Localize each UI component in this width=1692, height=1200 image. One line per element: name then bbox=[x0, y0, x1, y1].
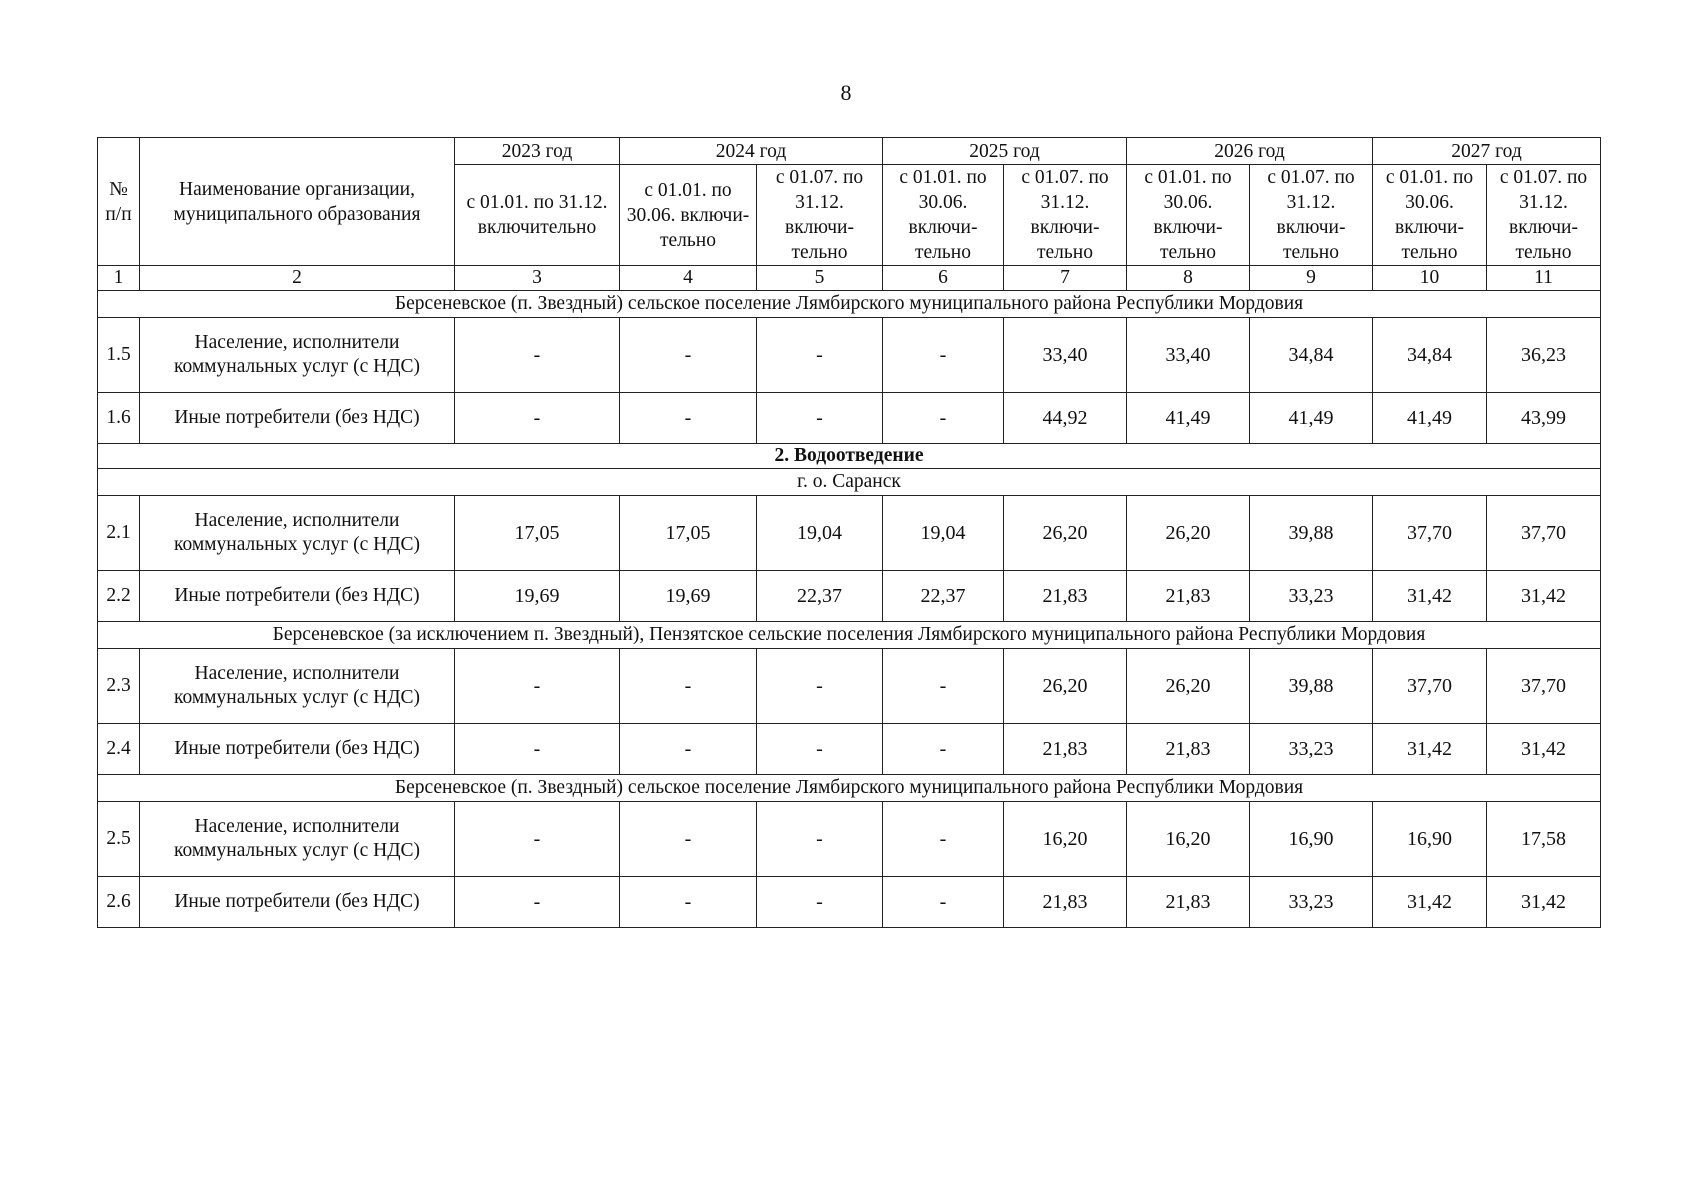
tariff-value: 21,83 bbox=[1127, 571, 1250, 622]
table-row bbox=[98, 571, 1601, 622]
row-number: 2.1 bbox=[98, 496, 140, 571]
header-period: с 01.07. по 31.12. включи-тельно bbox=[1250, 165, 1373, 266]
tariff-value: 26,20 bbox=[1127, 649, 1250, 724]
tariff-value: 17,05 bbox=[455, 496, 620, 571]
section-heading: г. о. Саранск bbox=[98, 469, 1601, 496]
tariff-value: - bbox=[455, 877, 620, 928]
table-header bbox=[98, 138, 1601, 291]
tariff-value: - bbox=[757, 877, 883, 928]
tariff-value: 31,42 bbox=[1487, 571, 1601, 622]
tariff-value: 43,99 bbox=[1487, 393, 1601, 444]
header-column-numbers bbox=[98, 266, 1601, 291]
header-year-2027: 2027 год bbox=[1373, 138, 1601, 165]
tariff-value: 33,40 bbox=[1004, 318, 1127, 393]
column-number: 8 bbox=[1127, 266, 1250, 291]
table-row bbox=[98, 877, 1601, 928]
section-heading-row bbox=[98, 469, 1601, 496]
table-body bbox=[98, 291, 1601, 928]
tariff-value: 19,04 bbox=[883, 496, 1004, 571]
tariff-value: 31,42 bbox=[1487, 877, 1601, 928]
consumer-group-name: Население, исполнители коммунальных услуг (с НДС) bbox=[140, 318, 455, 393]
section-heading-row bbox=[98, 622, 1601, 649]
header-period: с 01.07. по 31.12. включи-тельно bbox=[1487, 165, 1601, 266]
tariff-value: 33,40 bbox=[1127, 318, 1250, 393]
tariff-value: 21,83 bbox=[1127, 724, 1250, 775]
column-number: 6 bbox=[883, 266, 1004, 291]
page-number: 8 bbox=[840, 80, 852, 105]
tariff-value: 39,88 bbox=[1250, 496, 1373, 571]
row-number: 2.5 bbox=[98, 802, 140, 877]
column-number: 1 bbox=[98, 266, 140, 291]
row-number: 2.2 bbox=[98, 571, 140, 622]
table-row bbox=[98, 802, 1601, 877]
tariff-value: - bbox=[620, 649, 757, 724]
tariff-value: - bbox=[883, 649, 1004, 724]
tariff-value: 39,88 bbox=[1250, 649, 1373, 724]
header-num: № п/п bbox=[98, 138, 140, 266]
tariff-value: - bbox=[620, 724, 757, 775]
tariff-value: 26,20 bbox=[1127, 496, 1250, 571]
header-name: Наименование организации, муниципального образования bbox=[140, 138, 455, 266]
tariff-value: 41,49 bbox=[1250, 393, 1373, 444]
section-heading-row bbox=[98, 775, 1601, 802]
column-number: 11 bbox=[1487, 266, 1601, 291]
tariff-value: 16,90 bbox=[1250, 802, 1373, 877]
tariff-value: 36,23 bbox=[1487, 318, 1601, 393]
tariff-value: 37,70 bbox=[1373, 649, 1487, 724]
tariff-value: 21,83 bbox=[1127, 877, 1250, 928]
tariff-value: - bbox=[883, 877, 1004, 928]
row-number: 2.6 bbox=[98, 877, 140, 928]
consumer-group-name: Иные потребители (без НДС) bbox=[140, 877, 455, 928]
row-number: 2.3 bbox=[98, 649, 140, 724]
tariff-value: 21,83 bbox=[1004, 724, 1127, 775]
consumer-group-name: Иные потребители (без НДС) bbox=[140, 393, 455, 444]
tariff-value: - bbox=[620, 318, 757, 393]
tariff-value: 44,92 bbox=[1004, 393, 1127, 444]
section-title-row bbox=[98, 444, 1601, 469]
column-number: 4 bbox=[620, 266, 757, 291]
table-row bbox=[98, 724, 1601, 775]
tariff-value: 16,20 bbox=[1004, 802, 1127, 877]
header-period: с 01.07. по 31.12. включи-тельно bbox=[757, 165, 883, 266]
tariff-value: 26,20 bbox=[1004, 649, 1127, 724]
header-year-row bbox=[98, 138, 1601, 165]
table-row bbox=[98, 649, 1601, 724]
tariff-value: 17,05 bbox=[620, 496, 757, 571]
table-row bbox=[98, 318, 1601, 393]
tariff-value: 22,37 bbox=[883, 571, 1004, 622]
section-heading-row bbox=[98, 291, 1601, 318]
tariff-value: 34,84 bbox=[1250, 318, 1373, 393]
table-row bbox=[98, 496, 1601, 571]
tariff-value: 19,69 bbox=[620, 571, 757, 622]
row-number: 1.6 bbox=[98, 393, 140, 444]
header-year-2026: 2026 год bbox=[1127, 138, 1373, 165]
header-period: с 01.01. по 30.06. включи-тельно bbox=[1373, 165, 1487, 266]
tariff-value: 31,42 bbox=[1373, 724, 1487, 775]
tariff-value: - bbox=[455, 393, 620, 444]
tariff-value: - bbox=[883, 802, 1004, 877]
section-title: 2. Водоотведение bbox=[98, 444, 1601, 469]
tariff-value: 33,23 bbox=[1250, 877, 1373, 928]
tariff-table bbox=[97, 137, 1601, 928]
consumer-group-name: Население, исполнители коммунальных услуг (с НДС) bbox=[140, 496, 455, 571]
tariff-value: 31,42 bbox=[1373, 877, 1487, 928]
tariff-value: 22,37 bbox=[757, 571, 883, 622]
tariff-value: - bbox=[620, 802, 757, 877]
tariff-value: - bbox=[620, 877, 757, 928]
column-number: 3 bbox=[455, 266, 620, 291]
tariff-value: - bbox=[455, 724, 620, 775]
tariff-value: 41,49 bbox=[1127, 393, 1250, 444]
tariff-value: - bbox=[883, 393, 1004, 444]
column-number: 2 bbox=[140, 266, 455, 291]
tariff-value: - bbox=[757, 318, 883, 393]
section-heading: Берсеневское (за исключением п. Звездный), Пензятское сельские поселения Лямбирского муниципального района Республики Мордовия bbox=[98, 622, 1601, 649]
tariff-value: 31,42 bbox=[1487, 724, 1601, 775]
tariff-value: - bbox=[455, 802, 620, 877]
row-number: 2.4 bbox=[98, 724, 140, 775]
consumer-group-name: Иные потребители (без НДС) bbox=[140, 571, 455, 622]
tariff-value: 19,04 bbox=[757, 496, 883, 571]
header-period: с 01.07. по 31.12. включи-тельно bbox=[1004, 165, 1127, 266]
tariff-value: - bbox=[620, 393, 757, 444]
tariff-value: 31,42 bbox=[1373, 571, 1487, 622]
consumer-group-name: Население, исполнители коммунальных услуг (с НДС) bbox=[140, 802, 455, 877]
header-period: с 01.01. по 30.06. включи-тельно bbox=[1127, 165, 1250, 266]
table-row bbox=[98, 393, 1601, 444]
tariff-value: 26,20 bbox=[1004, 496, 1127, 571]
tariff-value: 21,83 bbox=[1004, 571, 1127, 622]
tariff-value: 16,90 bbox=[1373, 802, 1487, 877]
tariff-value: - bbox=[757, 724, 883, 775]
tariff-value: 34,84 bbox=[1373, 318, 1487, 393]
header-year-2025: 2025 год bbox=[883, 138, 1127, 165]
section-heading: Берсеневское (п. Звездный) сельское поселение Лямбирского муниципального района Республики Мордовия bbox=[98, 775, 1601, 802]
tariff-value: 19,69 bbox=[455, 571, 620, 622]
tariff-value: 17,58 bbox=[1487, 802, 1601, 877]
tariff-value: 37,70 bbox=[1487, 649, 1601, 724]
tariff-value: 41,49 bbox=[1373, 393, 1487, 444]
header-year-2024: 2024 год bbox=[620, 138, 883, 165]
column-number: 9 bbox=[1250, 266, 1373, 291]
tariff-value: - bbox=[455, 318, 620, 393]
column-number: 5 bbox=[757, 266, 883, 291]
tariff-value: 37,70 bbox=[1373, 496, 1487, 571]
column-number: 10 bbox=[1373, 266, 1487, 291]
header-period: с 01.01. по 30.06. включи-тельно bbox=[883, 165, 1004, 266]
tariff-value: 21,83 bbox=[1004, 877, 1127, 928]
tariff-value: - bbox=[757, 393, 883, 444]
tariff-value: - bbox=[757, 802, 883, 877]
tariff-value: 37,70 bbox=[1487, 496, 1601, 571]
tariff-value: - bbox=[883, 724, 1004, 775]
tariff-value: 33,23 bbox=[1250, 724, 1373, 775]
tariff-value: 33,23 bbox=[1250, 571, 1373, 622]
header-period: с 01.01. по 30.06. включи-тельно bbox=[620, 165, 757, 266]
header-period: с 01.01. по 31.12. включительно bbox=[455, 165, 620, 266]
tariff-value: - bbox=[455, 649, 620, 724]
section-heading: Берсеневское (п. Звездный) сельское поселение Лямбирского муниципального района Республики Мордовия bbox=[98, 291, 1601, 318]
tariff-value: - bbox=[757, 649, 883, 724]
header-year-2023: 2023 год bbox=[455, 138, 620, 165]
row-number: 1.5 bbox=[98, 318, 140, 393]
consumer-group-name: Иные потребители (без НДС) bbox=[140, 724, 455, 775]
tariff-value: - bbox=[883, 318, 1004, 393]
column-number: 7 bbox=[1004, 266, 1127, 291]
tariff-value: 16,20 bbox=[1127, 802, 1250, 877]
consumer-group-name: Население, исполнители коммунальных услуг (с НДС) bbox=[140, 649, 455, 724]
